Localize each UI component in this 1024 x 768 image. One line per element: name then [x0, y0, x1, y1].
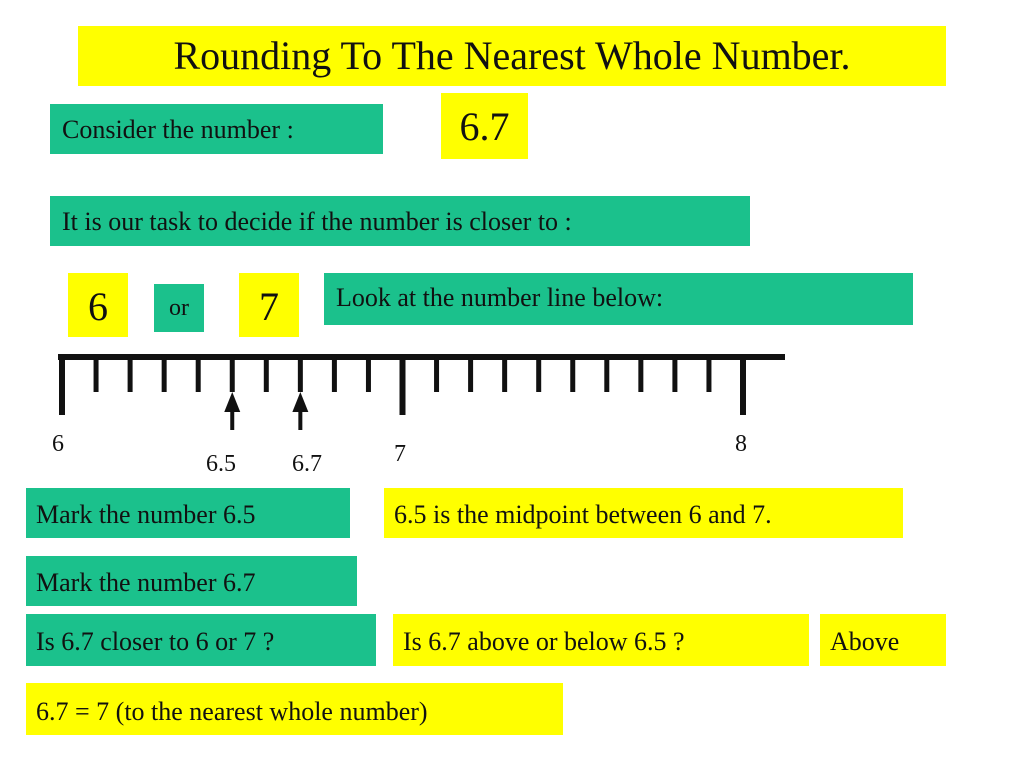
- midpoint-box: 6.5 is the midpoint between 6 and 7.: [384, 488, 903, 538]
- mark-6-7-box: Mark the number 6.7: [26, 556, 357, 606]
- label-eight: 8: [735, 431, 747, 457]
- option-low: 6: [68, 273, 128, 337]
- page-title: Rounding To The Nearest Whole Number.: [78, 26, 946, 86]
- closer-question-box: Is 6.7 closer to 6 or 7 ?: [26, 614, 376, 666]
- task-text: It is our task to decide if the number is closer to :: [50, 196, 750, 246]
- marker-arrow-head-0: [224, 392, 240, 412]
- consider-label: Consider the number :: [50, 104, 383, 154]
- label-six: 6: [52, 431, 64, 457]
- above-below-question-box: Is 6.7 above or below 6.5 ?: [393, 614, 809, 666]
- option-high: 7: [239, 273, 299, 337]
- number-line: [0, 340, 1024, 430]
- label-seven: 7: [394, 441, 406, 467]
- label-six-point-seven: 6.7: [292, 451, 322, 477]
- conclusion-box: 6.7 = 7 (to the nearest whole number): [26, 683, 563, 735]
- mark-6-5-box: Mark the number 6.5: [26, 488, 350, 538]
- answer-box: Above: [820, 614, 946, 666]
- label-six-point-five: 6.5: [206, 451, 236, 477]
- number-value: 6.7: [441, 93, 528, 159]
- marker-arrow-head-1: [292, 392, 308, 412]
- or-label: or: [154, 284, 204, 332]
- look-text: Look at the number line below:: [324, 273, 913, 325]
